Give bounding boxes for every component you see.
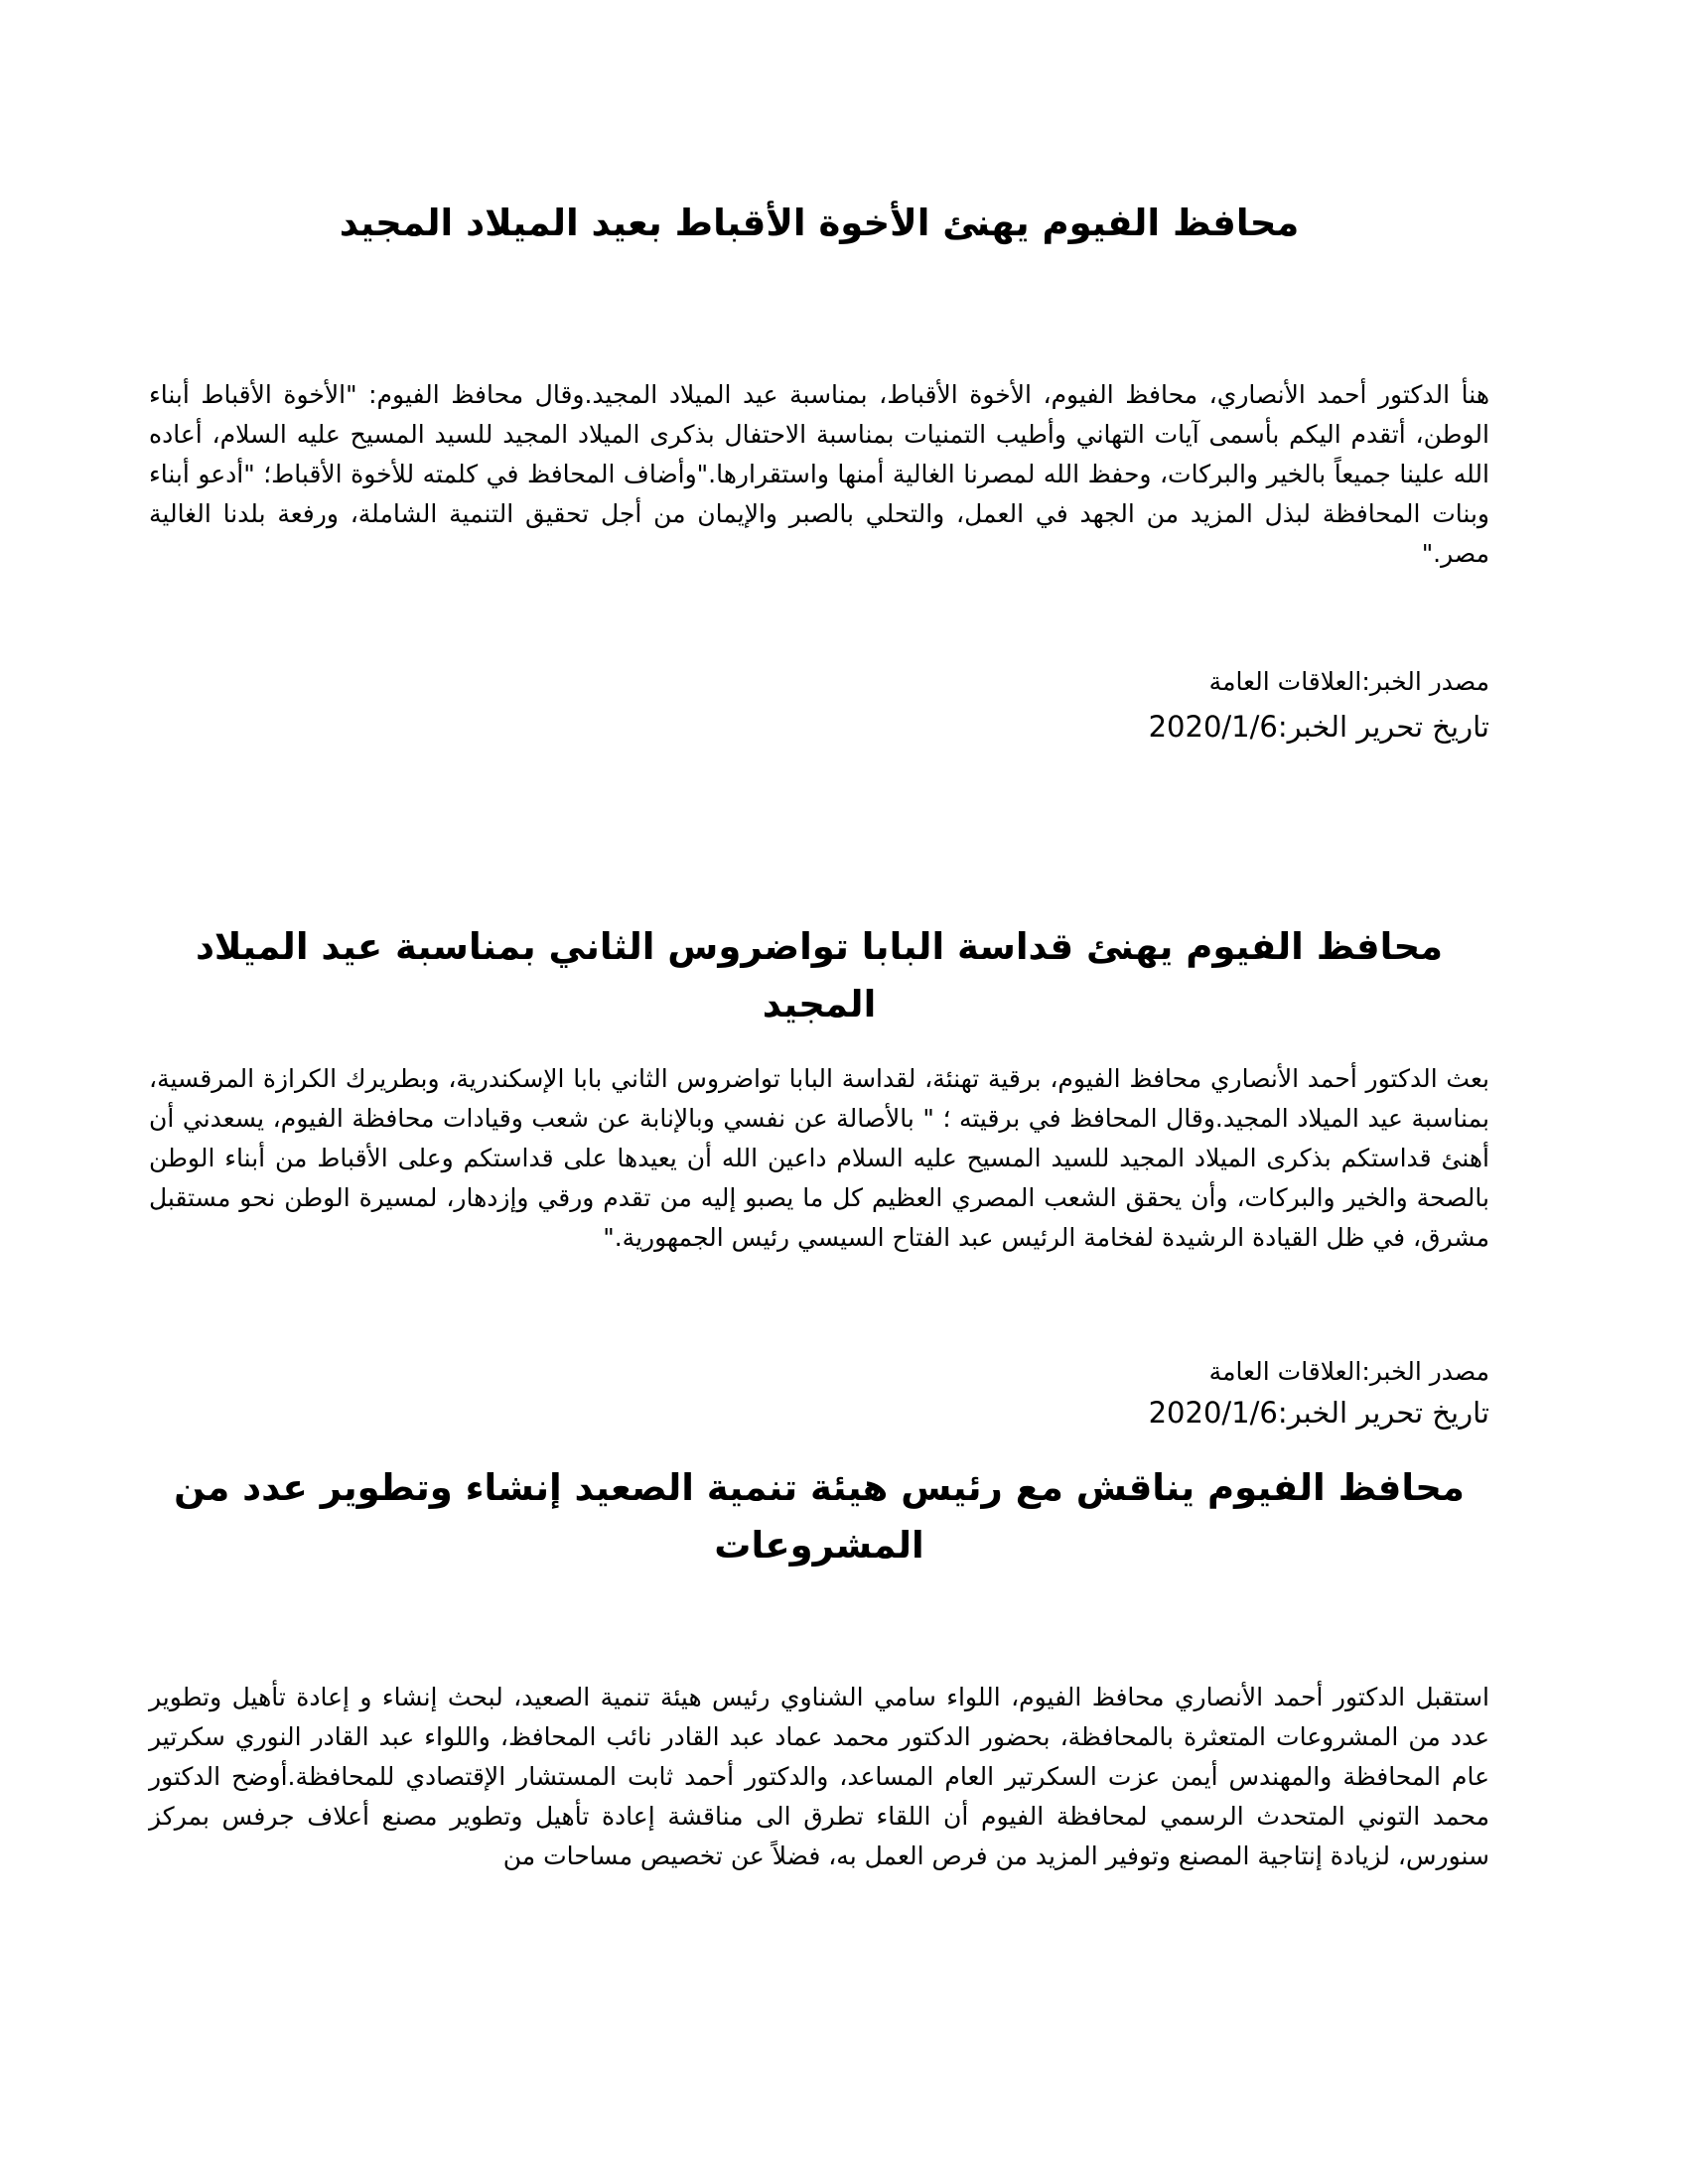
article-2-source-label: مصدر الخبر: (1361, 1357, 1489, 1386)
article-1-body: هنأ الدكتور أحمد الأنصاري، محافظ الفيوم، الأخوة الأقباط، بمناسبة عيد الميلاد المجيد.وقال محافظ الفيوم: "الأخوة الأقباط أبناء الوطن، أتقدم اليكم بأسمى آيات التهاني وأطيب التمنيات بمناسبة الاحتفال بذكرى الميلاد المجيد للسيد المسيح عليه السلام، أعاده الله علينا جميعاً بالخير والبركات، وحفظ الله لمصرنا الغالية أمنها واستقرارها."وأضاف المحافظ في كلمته للأخوة الأقباط؛ "أدعو أبناء وبنات المحافظة لبذل المزيد من الجهد في العمل، والتحلي بالصبر والإيمان من أجل تحقيق التنمية الشاملة، ورفعة بلدنا الغالية مصر." (149, 380, 1489, 568)
article-1-date-label: تاريخ تحرير الخبر: (1277, 710, 1489, 744)
article-1-date-line (149, 707, 1489, 747)
article-2-date-line (149, 1393, 1489, 1433)
article-1-body-block (149, 375, 1489, 574)
article-3-body: استقبل الدكتور أحمد الأنصاري محافظ الفيوم، اللواء سامي الشناوي رئيس هيئة تنمية الصعيد، لبحث إنشاء و إعادة تأهيل وتطوير عدد من المشروعات المتعثرة بالمحافظة، بحضور الدكتور محمد عماد عبد القادر نائب المحافظ، واللواء عبد القادر النوري سكرتير عام المحافظة والمهندس أيمن عزت السكرتير العام المساعد، والدكتور أحمد ثابت المستشار الإقتصادي للمحافظة.أوضح الدكتور محمد التوني المتحدث الرسمي لمحافظة الفيوم أن اللقاء تطرق الى مناقشة إعادة تأهيل وتطوير مصنع أعلاف جرفس بمركز سنورس، لزيادة إنتاجية المصنع وتوفير المزيد من فرص العمل به، فضلاً عن تخصيص مساحات من (149, 1683, 1489, 1870)
article-3-body-block (149, 1678, 1489, 1876)
article-1-title-block (149, 195, 1489, 252)
article-2-source-line (149, 1352, 1489, 1392)
article-1-source-line (149, 662, 1489, 702)
article-1-source-value: العلاقات العامة (1208, 667, 1362, 696)
article-2-date-value: 2020/1/6 (1148, 1396, 1278, 1430)
article-1-date-value: 2020/1/6 (1148, 710, 1278, 744)
article-2-title-block (149, 918, 1489, 1033)
article-2-date-label: تاريخ تحرير الخبر: (1277, 1396, 1489, 1430)
article-2-body: بعث الدكتور أحمد الأنصاري محافظ الفيوم، برقية تهنئة، لقداسة البابا تواضروس الثاني بابا الإسكندرية، وبطريرك الكرازة المرقسية، بمناسبة عيد الميلاد المجيد.وقال المحافظ في برقيته ؛ " بالأصالة عن نفسي وبالإنابة عن شعب وقيادات محافظة الفيوم، يسعدني أن أهنئ قداستكم بذكرى الميلاد المجيد للسيد المسيح عليه السلام داعين الله أن يعيدها على قداستكم وعلى الأقباط من أبناء الوطن بالصحة والخير والبركات، وأن يحقق الشعب المصري العظيم كل ما يصبو إليه من تقدم ورقي وإزدهار، لمسيرة الوطن نحو مستقبل مشرق، في ظل القيادة الرشيدة لفخامة الرئيس عبد الفتاح السيسي رئيس الجمهورية." (149, 1064, 1489, 1252)
article-1-title: محافظ الفيوم يهنئ الأخوة الأقباط بعيد الميلاد المجيد (339, 202, 1300, 244)
article-2-body-block (149, 1059, 1489, 1258)
article-3-title-block (149, 1459, 1489, 1574)
article-1-source-label: مصدر الخبر: (1361, 667, 1489, 696)
article-2-title: محافظ الفيوم يهنئ قداسة البابا تواضروس الثاني بمناسبة عيد الميلاد المجيد (195, 925, 1444, 1025)
article-3-title: محافظ الفيوم يناقش مع رئيس هيئة تنمية الصعيد إنشاء وتطوير عدد من المشروعات (174, 1466, 1465, 1567)
article-2-source-value: العلاقات العامة (1208, 1357, 1362, 1386)
